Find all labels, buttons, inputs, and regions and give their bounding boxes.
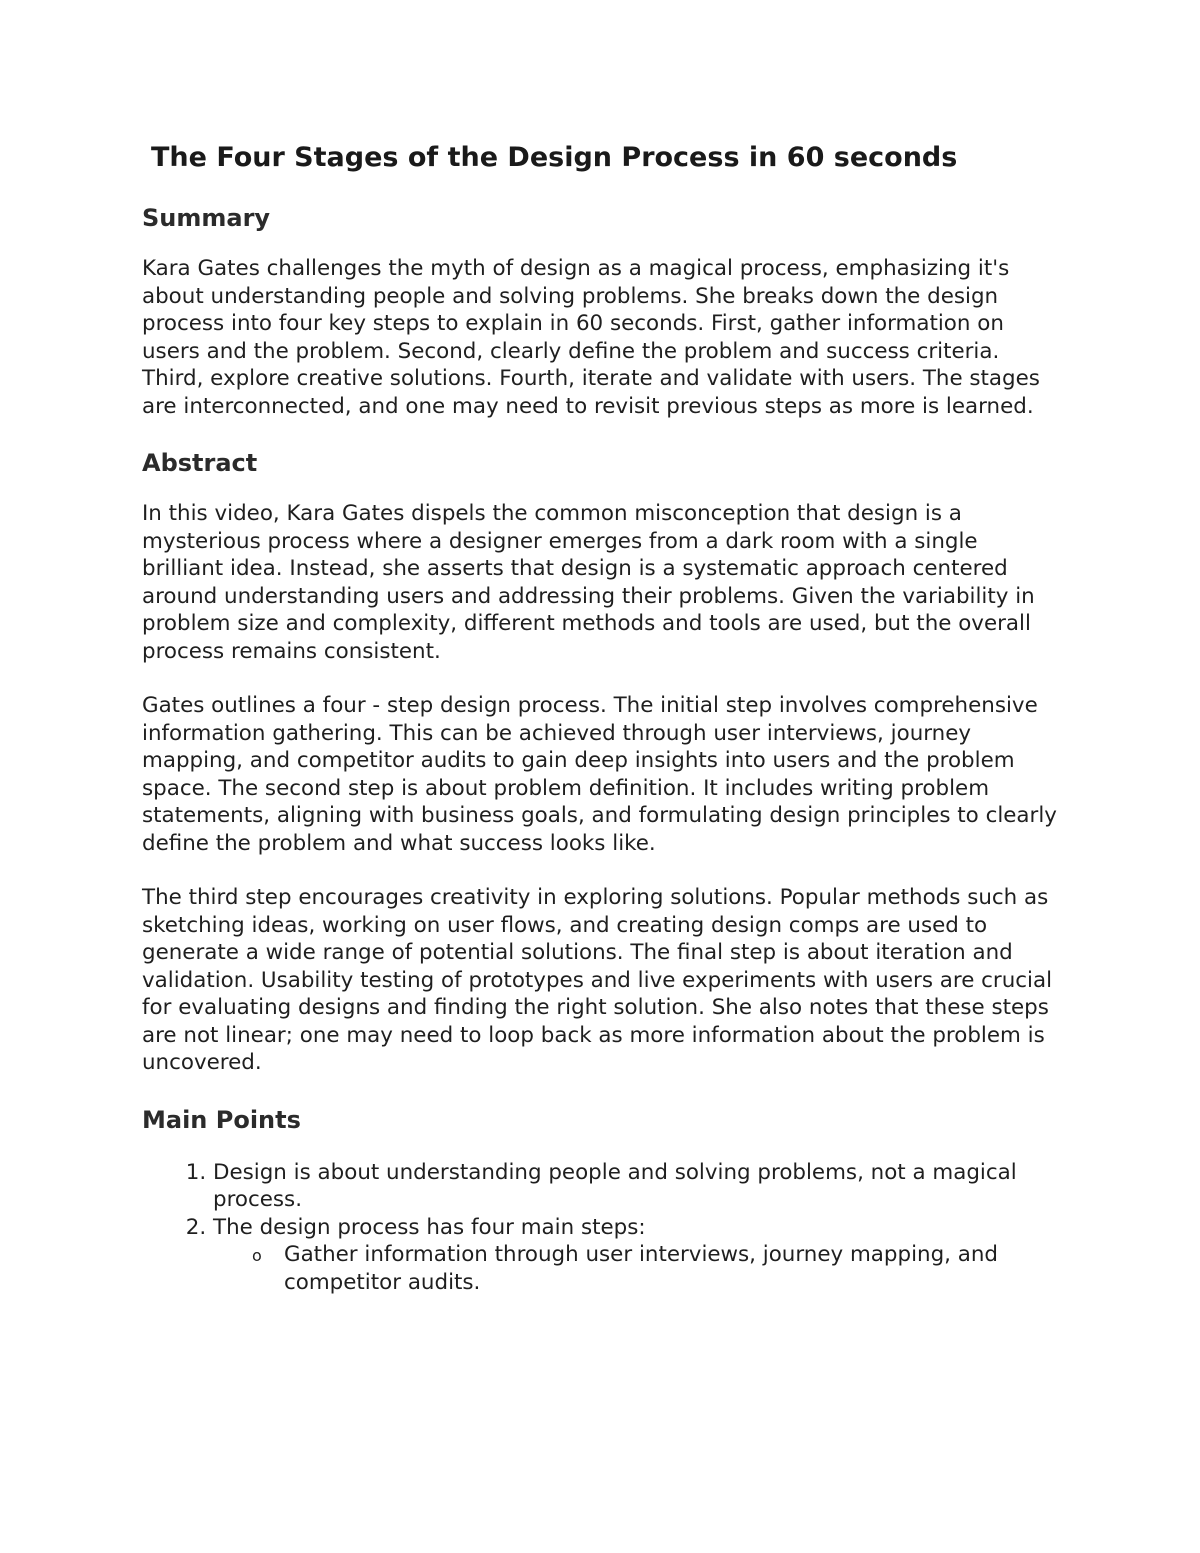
sub-points-list xyxy=(213,1241,1062,1296)
list-item xyxy=(213,1159,1062,1214)
abstract-paragraph-1: In this video, Kara Gates dispels the common misconception that design is a mysterious process where a designer emerges from a dark room with a single brilliant idea. Instead, she asserts that design is a systematic approach centered around understanding users and addressing their problems. Given the variability in problem size and complexity, different methods and tools are used, but the overall process remains consistent. xyxy=(142,501,1035,664)
main-points-heading: Main Points xyxy=(142,1105,301,1134)
abstract-paragraph-2: Gates outlines a four - step design process. The initial step involves comprehensive information gathering. This can be achieved through user interviews, journey mapping, and competitor audits to gain deep insights into users and the problem space. The second step is about problem definition. It includes writing problem statements, aligning with business goals, and formulating design principles to clearly define the problem and what success looks like. xyxy=(142,693,1057,856)
list-item xyxy=(252,1241,1062,1296)
main-point-2: The design process has four main steps: xyxy=(213,1214,646,1240)
sub-point-1: Gather information through user interviews, journey mapping, and competitor audits. xyxy=(284,1242,998,1295)
summary-heading: Summary xyxy=(142,204,271,232)
summary-paragraph: Kara Gates challenges the myth of design as a magical process, emphasizing it's about understanding people and solving problems. She breaks down the design process into four key steps to explain in 60 seconds. First, gather information on users and the problem. Second, clearly define the problem and success criteria. Third, explore creative solutions. Fourth, iterate and validate with users. The stages are interconnected, and one may need to revisit previous steps as more is learned. xyxy=(142,256,1040,419)
list-item xyxy=(213,1214,1062,1297)
circle-bullet-icon: o xyxy=(252,1246,262,1265)
main-point-1: Design is about understanding people and solving problems, not a magical process. xyxy=(213,1159,1017,1212)
document-page xyxy=(142,138,1062,1296)
abstract-paragraph-3: The third step encourages creativity in exploring solutions. Popular methods such as sketching ideas, working on user flows, and creating design comps are used to generate a wide range of potential solutions. The final step is about iteration and validation. Usability testing of prototypes and live experiments with users are crucial for evaluating designs and finding the right solution. She also notes that these steps are not linear; one may need to loop back as more information about the problem is uncovered. xyxy=(142,885,1053,1075)
abstract-heading: Abstract xyxy=(142,449,258,477)
main-points-list xyxy=(142,1159,1062,1297)
document-title: The Four Stages of the Design Process in 60 seconds xyxy=(151,142,958,173)
